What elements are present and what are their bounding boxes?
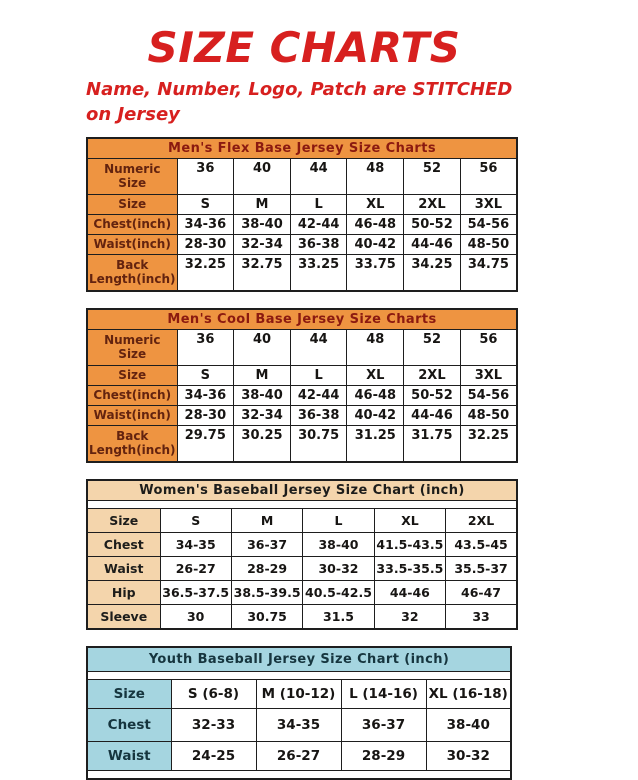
row-label: Size: [87, 365, 177, 385]
row-label: Size: [87, 508, 160, 532]
cell-value: 40.5-42.5: [303, 580, 374, 604]
page-subtitle: [86, 78, 522, 127]
table-row: [87, 254, 517, 291]
table-row: [87, 425, 517, 462]
cell-value: 48-50: [460, 234, 517, 254]
cell-value: M (10-12): [256, 679, 341, 708]
table-title-row: [87, 480, 517, 501]
cell-value: 56: [460, 329, 517, 365]
cell-value: L (14-16): [341, 679, 426, 708]
cell-value: 28-30: [177, 234, 234, 254]
cell-value: M: [231, 508, 302, 532]
cell-value: 30: [160, 604, 231, 629]
cell-value: 34-36: [177, 214, 234, 234]
cell-value: 36: [177, 329, 234, 365]
cell-value: 52: [404, 158, 461, 194]
cell-value: XL: [347, 194, 404, 214]
table-row: [87, 741, 511, 770]
cell-value: 46-47: [446, 580, 517, 604]
page-subtitle-line1: Name, Number, Logo, Patch are STITCHED: [86, 79, 513, 101]
cell-value: 2XL: [404, 194, 461, 214]
row-label: Chest(inch): [87, 214, 177, 234]
cell-value: 40: [234, 158, 291, 194]
cell-value: S: [160, 508, 231, 532]
cell-value: 32-33: [171, 708, 256, 741]
cell-value: 34-35: [256, 708, 341, 741]
row-label: Numeric Size: [87, 329, 177, 365]
cell-value: 44-46: [374, 580, 445, 604]
row-label: Sleeve: [87, 604, 160, 629]
cell-value: 29.75: [177, 425, 234, 462]
table-row: [87, 405, 517, 425]
size-charts-page: [0, 24, 638, 774]
cell-value: 34-36: [177, 385, 234, 405]
cell-value: L: [303, 508, 374, 532]
cell-value: 3XL: [460, 194, 517, 214]
cell-value: S: [177, 194, 234, 214]
table-row: [87, 329, 517, 365]
size-table-1: [86, 308, 518, 463]
page-title: SIZE CHARTS: [147, 23, 461, 72]
cell-value: 36.5-37.5: [160, 580, 231, 604]
cell-value: 40-42: [347, 234, 404, 254]
cell-value: 2XL: [404, 365, 461, 385]
cell-value: 56: [460, 158, 517, 194]
row-label: Chest: [87, 708, 171, 741]
cell-value: 32-34: [234, 405, 291, 425]
cell-value: L: [290, 365, 347, 385]
cell-value: 26-27: [160, 556, 231, 580]
cell-value: 38-40: [426, 708, 511, 741]
cell-value: 36-37: [231, 532, 302, 556]
cell-value: 50-52: [404, 214, 461, 234]
table-title: Youth Baseball Jersey Size Chart (inch): [87, 647, 511, 672]
cell-value: M: [234, 194, 291, 214]
cell-value: 40-42: [347, 405, 404, 425]
cell-value: 30.75: [231, 604, 302, 629]
cell-value: 41.5-43.5: [374, 532, 445, 556]
row-label: Chest(inch): [87, 385, 177, 405]
spacer-row-top: [87, 671, 511, 679]
row-label: Waist(inch): [87, 234, 177, 254]
row-label: Size: [87, 679, 171, 708]
cell-value: 54-56: [460, 385, 517, 405]
table-title: Women's Baseball Jersey Size Chart (inch): [87, 480, 517, 501]
row-label: Back Length(inch): [87, 425, 177, 462]
tables-container: [0, 137, 638, 780]
table-row: [87, 708, 511, 741]
cell-value: 44: [290, 158, 347, 194]
cell-value: 44-46: [404, 405, 461, 425]
spacer-row-top: [87, 500, 517, 508]
cell-value: 35.5-37: [446, 556, 517, 580]
table-row: [87, 158, 517, 194]
cell-value: 32.25: [460, 425, 517, 462]
page-subtitle-line2: on Jersey: [86, 103, 180, 125]
cell-value: 32: [374, 604, 445, 629]
cell-value: S (6-8): [171, 679, 256, 708]
cell-value: 40: [234, 329, 291, 365]
cell-value: 44-46: [404, 234, 461, 254]
cell-value: 50-52: [404, 385, 461, 405]
cell-value: 38-40: [234, 385, 291, 405]
row-label: Chest: [87, 532, 160, 556]
cell-value: 36-38: [290, 234, 347, 254]
cell-value: 38.5-39.5: [231, 580, 302, 604]
size-table-2: [86, 479, 518, 630]
cell-value: 36-38: [290, 405, 347, 425]
cell-value: 28-29: [231, 556, 302, 580]
cell-value: XL: [374, 508, 445, 532]
table-title-row: [87, 647, 511, 672]
cell-value: 26-27: [256, 741, 341, 770]
row-label: Waist: [87, 741, 171, 770]
cell-value: 46-48: [347, 385, 404, 405]
table-title: Men's Flex Base Jersey Size Charts: [87, 138, 517, 159]
cell-value: 3XL: [460, 365, 517, 385]
table-row: [87, 556, 517, 580]
cell-value: 38-40: [234, 214, 291, 234]
table-row: [87, 234, 517, 254]
cell-value: 48: [347, 329, 404, 365]
row-label: Hip: [87, 580, 160, 604]
cell-value: 34.75: [460, 254, 517, 291]
spacer-cell: [87, 500, 517, 508]
cell-value: 33.5-35.5: [374, 556, 445, 580]
cell-value: 32.25: [177, 254, 234, 291]
table-row: [87, 365, 517, 385]
cell-value: 2XL: [446, 508, 517, 532]
cell-value: 52: [404, 329, 461, 365]
cell-value: 32-34: [234, 234, 291, 254]
cell-value: 48: [347, 158, 404, 194]
header-block: [86, 24, 522, 127]
cell-value: 46-48: [347, 214, 404, 234]
table-row: [87, 532, 517, 556]
row-label: Waist: [87, 556, 160, 580]
table-row: [87, 214, 517, 234]
table-title-row: [87, 138, 517, 159]
cell-value: 24-25: [171, 741, 256, 770]
row-label: Back Length(inch): [87, 254, 177, 291]
cell-value: 48-50: [460, 405, 517, 425]
row-label: Numeric Size: [87, 158, 177, 194]
cell-value: 34.25: [404, 254, 461, 291]
size-table-0: [86, 137, 518, 292]
table-row: [87, 580, 517, 604]
cell-value: 31.75: [404, 425, 461, 462]
cell-value: 36: [177, 158, 234, 194]
row-label: Waist(inch): [87, 405, 177, 425]
cell-value: 30-32: [426, 741, 511, 770]
row-label: Size: [87, 194, 177, 214]
cell-value: 54-56: [460, 214, 517, 234]
cell-value: 30.25: [234, 425, 291, 462]
table-row: [87, 604, 517, 629]
cell-value: M: [234, 365, 291, 385]
spacer-cell: [87, 671, 511, 679]
cell-value: 33.75: [347, 254, 404, 291]
table-title: Men's Cool Base Jersey Size Charts: [87, 309, 517, 330]
cell-value: 38-40: [303, 532, 374, 556]
cell-value: 36-37: [341, 708, 426, 741]
cell-value: 42-44: [290, 385, 347, 405]
table-row: [87, 508, 517, 532]
cell-value: 31.25: [347, 425, 404, 462]
cell-value: 28-29: [341, 741, 426, 770]
cell-value: 43.5-45: [446, 532, 517, 556]
cell-value: 33.25: [290, 254, 347, 291]
cell-value: 33: [446, 604, 517, 629]
spacer-cell: [87, 770, 511, 779]
cell-value: XL: [347, 365, 404, 385]
cell-value: L: [290, 194, 347, 214]
table-row: [87, 194, 517, 214]
spacer-row-bottom: [87, 770, 511, 779]
size-table-3: [86, 646, 512, 780]
cell-value: S: [177, 365, 234, 385]
cell-value: 42-44: [290, 214, 347, 234]
cell-value: 30-32: [303, 556, 374, 580]
cell-value: 31.5: [303, 604, 374, 629]
cell-value: 44: [290, 329, 347, 365]
cell-value: 34-35: [160, 532, 231, 556]
table-row: [87, 385, 517, 405]
cell-value: XL (16-18): [426, 679, 511, 708]
cell-value: 32.75: [234, 254, 291, 291]
table-row: [87, 679, 511, 708]
cell-value: 28-30: [177, 405, 234, 425]
cell-value: 30.75: [290, 425, 347, 462]
table-title-row: [87, 309, 517, 330]
